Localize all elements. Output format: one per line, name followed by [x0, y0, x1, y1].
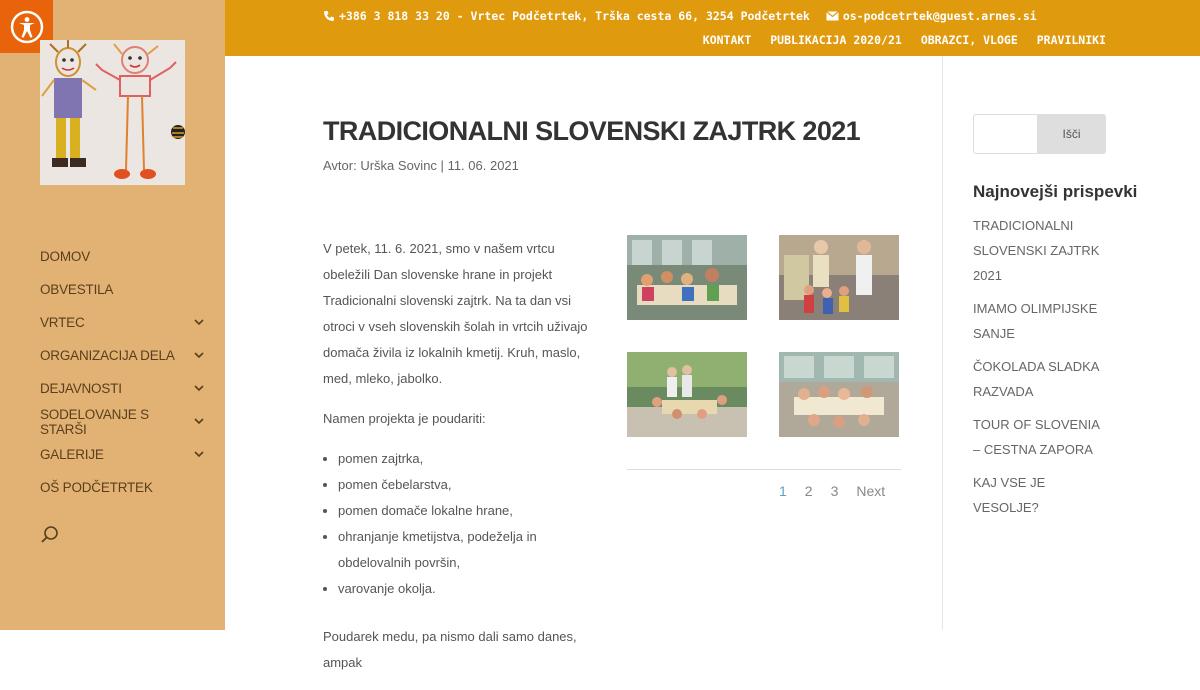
chevron-down-icon[interactable]	[192, 382, 206, 396]
page-2[interactable]: 2	[804, 483, 813, 499]
sidebar-item-organizacija-dela[interactable]	[40, 339, 210, 372]
search-input[interactable]	[973, 114, 1037, 154]
sidebar-item-sodelovanje-s-starsi[interactable]	[40, 405, 210, 438]
topnav-publikacija[interactable]: PUBLIKACIJA 2020/21	[770, 33, 902, 47]
bullet-list	[338, 446, 603, 602]
author-link[interactable]: Urška Sovinc	[360, 158, 437, 173]
chevron-down-icon[interactable]	[192, 448, 206, 462]
photo-classroom-breakfast	[779, 352, 899, 437]
recent-post-link[interactable]: KAJ VSE JE VESOLJE?	[973, 475, 1046, 515]
gallery-thumbnail[interactable]	[627, 352, 747, 437]
phone-icon	[323, 10, 335, 22]
page-3[interactable]: 3	[830, 483, 839, 499]
chevron-down-icon[interactable]	[192, 316, 206, 330]
gallery-thumbnail[interactable]	[779, 235, 899, 320]
email-text: os-podcetrtek@guest.arnes.si	[842, 9, 1037, 23]
sidebar-item-obvestila[interactable]	[40, 273, 210, 306]
main-content	[225, 56, 942, 670]
phone-contact[interactable]	[323, 9, 810, 23]
sidebar-item-label: DOMOV	[40, 249, 91, 264]
post-meta	[323, 158, 519, 173]
sidebar-item-label: DEJAVNOSTI	[40, 381, 122, 396]
contact-info	[323, 9, 1037, 23]
sidebar-item-domov[interactable]	[40, 240, 210, 273]
gallery-thumbnail[interactable]	[627, 235, 747, 320]
photo-adults-children	[779, 235, 899, 320]
list-item: • pomen zajtrka,	[338, 446, 603, 472]
sidebar-item-label: VRTEC	[40, 315, 85, 330]
photo-breakfast-table	[627, 235, 747, 320]
photo-children-dining	[627, 352, 747, 437]
paragraph: V petek, 11. 6. 2021, smo v našem vrtcu obeležili Dan slovenske hrane in projekt Tradicionalni slovenski zajtrk. Na ta dan vsi otroci v vseh slovenskih šolah in vrtcih uživajo domača živila iz lokalnih kmetij. Kruh, maslo, med, mleko, jabolko.	[323, 241, 588, 386]
author-prefix: Avtor:	[323, 158, 357, 173]
sidebar-nav	[40, 240, 210, 504]
sidebar-item-label: OBVESTILA	[40, 282, 114, 297]
sidebar	[0, 0, 225, 630]
sidebar-item-label: GALERIJE	[40, 447, 104, 462]
search-widget	[973, 114, 1106, 154]
sidebar-item-label: ORGANIZACIJA DELA	[40, 348, 175, 363]
list-item: • ohranjanje kmetijstva, podeželja in obdelovalnih površin,	[338, 524, 603, 576]
sidebar-item-dejavnosti[interactable]	[40, 372, 210, 405]
top-nav	[703, 33, 1106, 47]
sidebar-item-label: SODELOVANJE S STARŠI	[40, 406, 149, 437]
topnav-kontakt[interactable]: KONTAKT	[702, 33, 752, 47]
recent-posts-list	[973, 213, 1108, 528]
top-header	[225, 0, 1200, 56]
recent-post-link[interactable]: IMAMO OLIMPIJSKE SANJE	[973, 301, 1098, 341]
page-1[interactable]: 1	[779, 483, 787, 499]
topnav-pravilniki[interactable]: PRAVILNIKI	[1036, 33, 1106, 47]
list-item: • pomen čebelarstva,	[338, 472, 603, 498]
topnav-obrazci-vloge[interactable]: OBRAZCI, VLOGE	[920, 33, 1018, 47]
post-body	[323, 236, 603, 690]
chevron-down-icon[interactable]	[192, 349, 206, 363]
meta-separator: |	[440, 158, 444, 173]
childrens-drawing-logo	[40, 40, 185, 185]
list-item: • pomen domače lokalne hrane,	[338, 498, 603, 524]
gallery-thumbnail[interactable]	[779, 352, 899, 437]
paragraph: Poudarek medu, pa nismo dali samo danes, ampak	[323, 629, 577, 670]
paragraph: Namen projekta je poudariti:	[323, 411, 486, 426]
email-contact[interactable]	[826, 9, 1037, 23]
gallery-pagination	[779, 483, 885, 499]
phone-text: +386 3 818 33 20 - Vrtec Podčetrtek, Trška cesta 66, 3254 Podčetrtek	[339, 9, 810, 23]
recent-posts-title: Najnovejši prispevki	[973, 182, 1138, 201]
sidebar-item-vrtec[interactable]	[40, 306, 210, 339]
recent-post-link[interactable]: ČOKOLADA SLADKA RAZVADA	[973, 359, 1099, 399]
post-title: TRADICIONALNI SLOVENSKI ZAJTRK 2021	[323, 116, 861, 146]
next-page-link[interactable]: Next	[856, 483, 886, 499]
chevron-down-icon[interactable]	[193, 415, 206, 429]
gallery-divider	[627, 469, 901, 470]
post-date: 11. 06. 2021	[447, 158, 519, 173]
list-item: • varovanje okolja.	[338, 576, 603, 602]
site-logo[interactable]	[40, 40, 185, 185]
sidebar-divider	[942, 56, 943, 630]
sidebar-item-os-podcetrtek[interactable]	[40, 471, 210, 504]
search-icon[interactable]	[40, 525, 60, 545]
sidebar-item-galerije[interactable]	[40, 438, 210, 471]
recent-post-link[interactable]: TOUR OF SLOVENIA – CESTNA ZAPORA	[973, 417, 1100, 457]
search-button[interactable]: Išči	[1037, 114, 1106, 154]
recent-post-link[interactable]: TRADICIONALNI SLOVENSKI ZAJTRK 2021	[973, 218, 1100, 283]
accessibility-icon	[10, 10, 44, 44]
sidebar-item-label: OŠ PODČETRTEK	[40, 480, 153, 495]
envelope-icon	[826, 11, 839, 21]
